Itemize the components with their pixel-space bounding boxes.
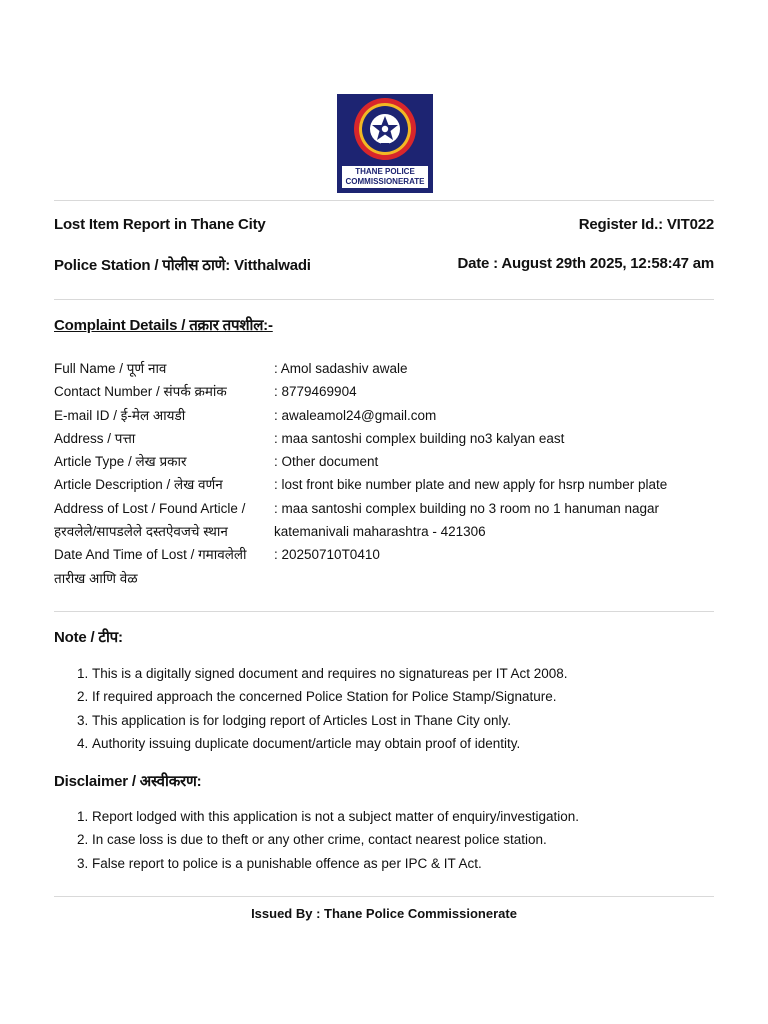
- detail-row: [54, 497, 714, 544]
- register-id: Register Id.: VIT022: [578, 216, 714, 233]
- disclaimer-list: [72, 805, 732, 875]
- detail-row: [54, 404, 714, 427]
- detail-value: : lost front bike number plate and new apply for hsrp number plate: [274, 477, 668, 493]
- list-item: 4. Authority issuing duplicate document/article may obtain proof of identity.: [92, 732, 732, 755]
- list-item: 2. If required approach the concerned Police Station for Police Stamp/Signature.: [92, 685, 732, 708]
- divider: [54, 611, 714, 612]
- list-item: 1. This is a digitally signed document and requires no signatureas per IT Act 2008.: [92, 662, 732, 685]
- detail-label: E-mail ID / ई-मेल आयडी: [54, 407, 186, 423]
- complaint-details-heading: Complaint Details / तक्रार तपशील:-: [54, 317, 273, 334]
- detail-value: : Other document: [274, 454, 379, 470]
- report-date: Date : August 29th 2025, 12:58:47 am: [457, 255, 714, 272]
- detail-row: [54, 473, 714, 496]
- police-station: Police Station / पोलीस ठाणे: Vitthalwadi: [54, 257, 311, 274]
- detail-value: : 20250710T0410: [274, 547, 380, 563]
- detail-row: [54, 427, 714, 450]
- list-item: 2. In case loss is due to theft or any other crime, contact nearest police station.: [92, 828, 732, 851]
- note-list: [72, 662, 732, 755]
- issued-by: Issued By : Thane Police Commissionerate: [251, 906, 517, 921]
- detail-label: Article Description / लेख वर्णन: [54, 477, 223, 493]
- detail-label: Contact Number / संपर्क क्रमांक: [54, 384, 227, 400]
- detail-row: [54, 380, 714, 403]
- divider: [54, 200, 714, 201]
- logo-caption-line1: THANE POLICE: [355, 167, 415, 176]
- detail-value: : awaleamol24@gmail.com: [274, 407, 437, 423]
- detail-label: Article Type / लेख प्रकार: [54, 454, 187, 470]
- list-item: 1. Report lodged with this application is not a subject matter of enquiry/investigation.: [92, 805, 732, 828]
- detail-label: Address / पत्ता: [54, 430, 136, 446]
- detail-value: : maa santoshi complex building no 3 room no 1 hanuman nagar katemanivali maharashtra - 421306: [274, 500, 659, 540]
- note-heading: Note / टीप:: [54, 629, 123, 646]
- list-item: 3. This application is for lodging report of Articles Lost in Thane City only.: [92, 709, 732, 732]
- divider: [54, 299, 714, 300]
- report-title: Lost Item Report in Thane City: [54, 216, 266, 233]
- police-badge-icon: [337, 94, 433, 164]
- detail-label: Date And Time of Lost / गमावलेली तारीख आणि वेळ: [54, 547, 247, 586]
- logo-caption: [341, 165, 429, 189]
- detail-label: Address of Lost / Found Article / हरवलेले/सापडलेले दस्तऐवजचे स्थान: [54, 500, 246, 540]
- divider: [54, 896, 714, 897]
- thane-police-logo: [337, 94, 433, 193]
- disclaimer-heading: Disclaimer / अस्वीकरण:: [54, 773, 202, 790]
- list-item: 3. False report to police is a punishable offence as per IPC & IT Act.: [92, 852, 732, 875]
- detail-row: [54, 543, 714, 590]
- detail-label: Full Name / पूर्ण नाव: [54, 361, 167, 376]
- detail-value: : Amol sadashiv awale: [274, 361, 408, 376]
- detail-row: [54, 450, 714, 473]
- detail-value: : maa santoshi complex building no3 kalyan east: [274, 430, 565, 446]
- detail-value: : 8779469904: [274, 384, 357, 400]
- logo-caption-line2: COMMISSIONERATE: [345, 177, 425, 186]
- complaint-details: [54, 357, 714, 590]
- detail-row: [54, 357, 714, 380]
